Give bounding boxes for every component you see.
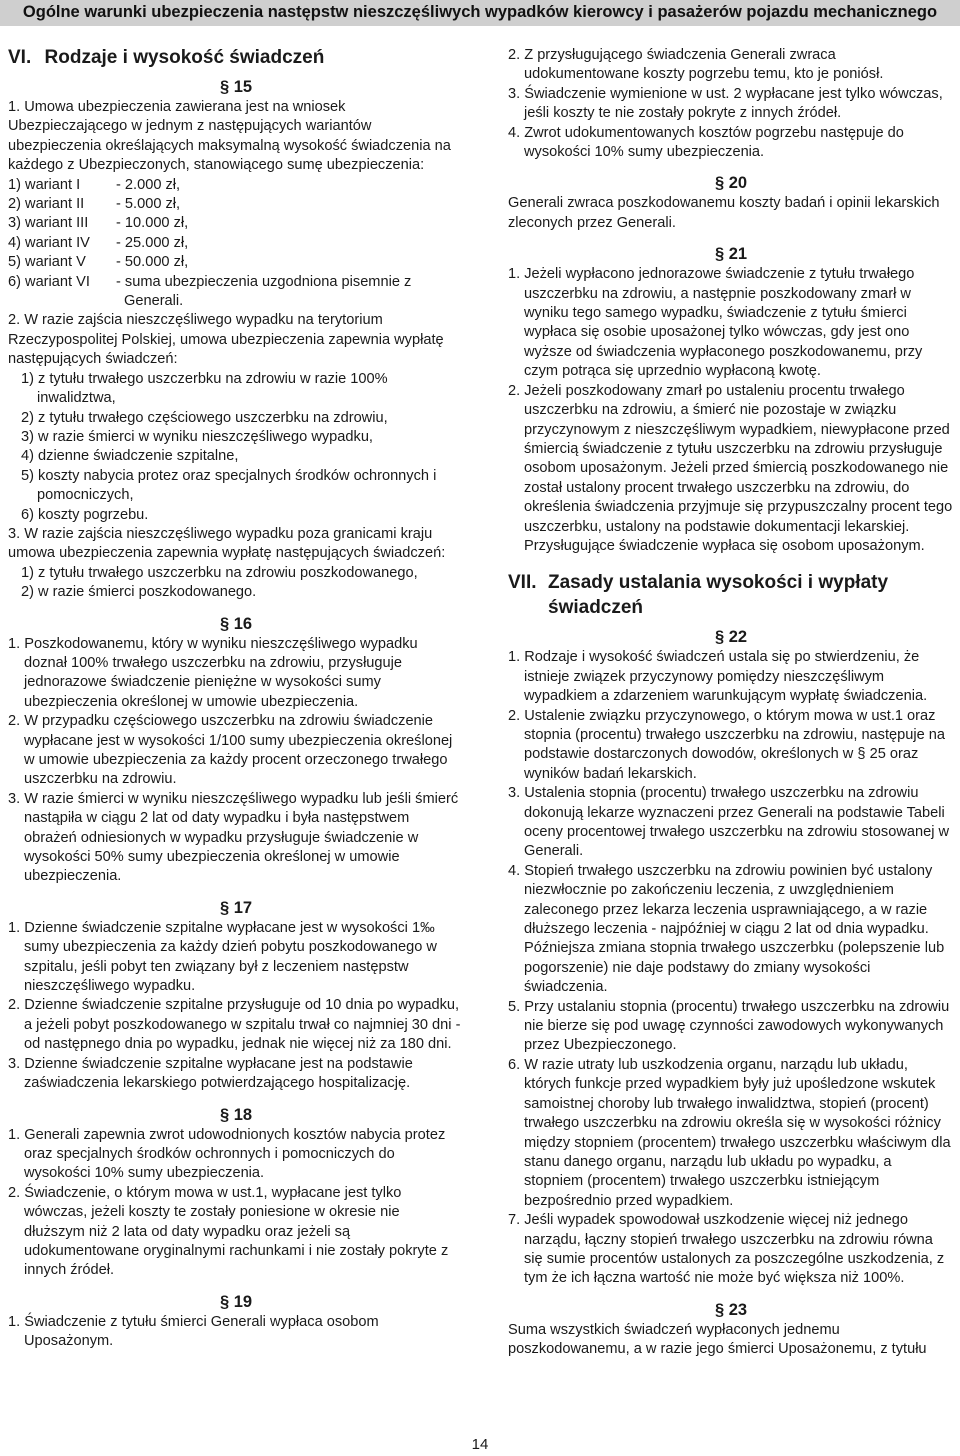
p17-item: 1. Dzienne świadczenie szpitalne wypłacane jest w wysokości 1‰ sumy ubezpieczenia za każdy dzień pobytu poszkodowanego w szpitalu, jeśli pobyt ten związany był z leczeniem następstw nieszczęśliwego wypadku. (8, 919, 437, 995)
p15-item-2-sub: 1) z tytułu trwałego uszczerbku na zdrowiu w razie 100% inwalidztwa, (21, 370, 388, 407)
p16-item: 1. Poszkodowanemu, który w wyniku nieszczęśliwego wypadku doznał 100% trwałego uszczerbku na zdrowiu, przysługuje jednorazowe świadczenie pieniężne w wysokości sumy ubezpieczenia określonej w umowie ubezpieczenia. (8, 635, 418, 710)
p15-item-1: 1. Umowa ubezpieczenia zawierana jest na wniosek Ubezpieczającego w jednym z następujących wariantów ubezpieczenia określających maksymalną wysokość świadczenia na każdego z Ubezpieczonych, stanowiącego sumę ubezpieczenia: (8, 99, 451, 174)
chapter-6-number: VI. (8, 47, 32, 68)
p15-item-3-sub: 2) w razie śmierci poszkodowanego. (21, 584, 257, 601)
variant-value: - 2.000 zł, (116, 176, 181, 193)
paragraph-22-number: § 22 (714, 628, 748, 647)
paragraph-18-number: § 18 (219, 1105, 253, 1124)
p17-item: 2. Dzienne świadczenie szpitalne przysługuje od 10 dnia po wypadku, a jeżeli pobyt poszkodowanego w szpitalu trwał co najmniej 30 dni - od następnego dnia po wypadku, jednak nie więcej niż za 180 dni. (8, 997, 461, 1053)
p23-text: Suma wszystkich świadczeń wypłaconych jednemu poszkodowanemu, a w razie jego śmierci Uposażonemu, z tytułu (508, 1321, 927, 1358)
variant-label: 6) wariant VI (8, 273, 90, 290)
p22-item: 1. Rodzaje i wysokość świadczeń ustala się po stwierdzeniu, że istnieje związek przyczynowy pomiędzy nieszczęśliwym wypadkiem a zdarzeniem warunkującym wypłatę świadczenia. (508, 649, 928, 705)
paragraph-21-number: § 21 (714, 245, 748, 264)
p15-item-2-sub: 6) koszty pogrzebu. (21, 506, 149, 523)
p15-item-2-sub: 4) dzienne świadczenie szpitalne, (21, 448, 239, 465)
variant-row (8, 214, 464, 233)
variant-value: - suma ubezpieczenia uzgodniona pisemnie z Generali. (116, 273, 412, 310)
variant-row (8, 273, 464, 312)
variant-label: 1) wariant I (8, 176, 81, 193)
p22-item: 7. Jeśli wypadek spowodował uszkodzenie więcej niż jednego narządu, łączny stopień trwałego uszczerbku na zdrowiu równa się sumie procentów ustalonych za poszczególne uszkodzenia, z tym że ich łączna wartość nie może być większa niż 100%. (508, 1212, 945, 1287)
variant-label: 2) wariant II (8, 196, 85, 213)
variant-row (8, 253, 464, 272)
variant-value: - 50.000 zł, (116, 254, 189, 271)
p22-item: 3. Ustalenia stopnia (procentu) trwałego uszczerbku na zdrowiu dokonują lekarze wyznaczeni przez Generali na podstawie Tabeli oceny procentowej trwałego uszczerbku na zdrowiu stosowanej w Generali. (508, 785, 950, 860)
paragraph-19-number: § 19 (219, 1292, 253, 1311)
chapter-6-heading (8, 46, 464, 70)
variant-value: - 25.000 zł, (116, 234, 189, 251)
header-title: Ogólne warunki ubezpieczenia następstw nieszczęśliwych wypadków kierowcy i pasażerów pojazdu mechanicznego (22, 3, 938, 21)
p22-item: 6. W razie utraty lub uszkodzenia organu, narządu lub układu, których funkcje przed wypadkiem były już upośledzone wskutek samoistnej choroby lub trwałego inwalidztwa, stopień (procent) trwałego uszczerbku na zdrowiu określa się w wysokości różnicy między stopniem (procentem) trwałego uszczerbku właściwym dla stanu danego organu, narządu lub układu po wypadku, a stopniem (procentem) trwałego uszczerbku istniejącym bezpośrednio przed wypadkiem. (508, 1056, 951, 1209)
p19-item: 3. Świadczenie wymienione w ust. 2 wypłacane jest tylko wówczas, jeśli koszty te nie zostały pokryte z innych źródeł. (508, 85, 943, 122)
page-number: 14 (471, 1436, 489, 1453)
variant-label: 3) wariant III (8, 215, 89, 232)
document-header (0, 0, 960, 26)
p18-item: 2. Świadczenie, o którym mowa w ust.1, wypłacane jest tylko wówczas, jeżeli koszty te zostały poniesione w okresie nie dłuższym niż 2 lata od daty wypadku oraz jeżeli są udokumentowane oryginalnymi rachunkami i nie zostały pokryte z innych źródeł. (8, 1184, 449, 1279)
right-column (508, 46, 954, 1360)
p19-item: 4. Zwrot udokumentowanych kosztów pogrzebu następuje do wysokości 10% sumy ubezpieczenia. (508, 124, 904, 161)
variant-label: 4) wariant IV (8, 234, 90, 251)
paragraph-16-number: § 16 (219, 614, 253, 633)
p18-item: 1. Generali zapewnia zwrot udowodnionych kosztów nabycia protez oraz specjalnych środków ochronnych i pomocniczych do wysokości 10% sumy ubezpieczenia. (8, 1126, 446, 1182)
p15-item-3: 3. W razie zajścia nieszczęśliwego wypadku poza granicami kraju umowa ubezpieczenia zapewnia wypłatę następujących świadczeń: (8, 525, 446, 562)
chapter-7-title: Zasady ustalania wysokości i wypłaty świadczeń (548, 572, 889, 619)
variant-value: - 10.000 zł, (116, 215, 189, 232)
p15-item-2-sub: 3) w razie śmierci w wyniku nieszczęśliwego wypadku, (21, 428, 373, 445)
p22-item: 5. Przy ustalaniu stopnia (procentu) trwałego uszczerbku na zdrowiu nie bierze się pod uwagę czynności zawodowych wykonywanych przez Ubezpieczonego. (508, 998, 950, 1054)
paragraph-15-number: § 15 (219, 78, 253, 96)
p21-item: 2. Jeżeli poszkodowany zmarł po ustaleniu procentu trwałego uszczerbku na zdrowiu, a śmierć nie pozostaje w związku przyczynowym z nieszczęśliwym wypadkiem, niewypłacone przed śmiercią świadczenie z tytułu uszczerbku na zdrowiu przysługuje osobom uposażonym. Jeżeli przed śmiercią poszkodowanego nie został ustalony procent trwałego uszczerbku na zdrowiu, do określenia świadczenia przyjmuje się przypuszczalny procent tego uszczerbku, ustalony na podstawie dokumentacji lekarskiej. Przysługujące świadczenie wypłaca się osobom uposażonym. (508, 382, 953, 554)
variant-row (8, 176, 464, 195)
p16-item: 2. W przypadku częściowego uszczerbku na zdrowiu świadczenie wypłacane jest w wysokości 1/100 sumy ubezpieczenia określonej w umowie ubezpieczenia za każdy procent orzeczonego trwałego uszczerbku na zdrowiu. (8, 713, 453, 788)
left-column (8, 46, 464, 1352)
p19-item: 2. Z przysługującego świadczenia Generali zwraca udokumentowane koszty pogrzebu temu, kto je poniósł. (508, 47, 884, 83)
variant-value: - 5.000 zł, (116, 196, 181, 213)
variant-row (8, 195, 464, 214)
chapter-7-heading (508, 570, 954, 620)
p15-item-2-sub: 2) z tytułu trwałego częściowego uszczerbku na zdrowiu, (21, 409, 388, 426)
paragraph-23-number: § 23 (714, 1300, 748, 1319)
p22-item: 4. Stopień trwałego uszczerbku na zdrowiu powinien być ustalony niezwłocznie po zakończeniu leczenia, z uwzględnieniem zaleconego przez lekarza leczenia usprawniającego, a w razie dłuższego leczenia - najpóźniej w ciągu 2 lat od dnia wypadku. Późniejsza zmiana stopnia trwałego uszczerbku (polepszenie lub pogorszenie) nie daje podstawy do zmiany wysokości świadczenia. (508, 862, 945, 996)
p15-item-3-sub: 1) z tytułu trwałego uszczerbku na zdrowiu poszkodowanego, (21, 564, 418, 581)
p19-item: 1. Świadczenie z tytułu śmierci Generali wypłaca osobom Uposażonym. (8, 1313, 379, 1350)
chapter-6-title: Rodzaje i wysokość świadczeń (44, 47, 325, 68)
p15-item-2-sub: 5) koszty nabycia protez oraz specjalnych środków ochronnych i pomocniczych, (21, 467, 437, 504)
chapter-7-number: VII. (508, 572, 537, 594)
p20-text: Generali zwraca poszkodowanemu koszty badań i opinii lekarskich zleconych przez Generali. (508, 195, 940, 231)
variant-row (8, 234, 464, 253)
p22-item: 2. Ustalenie związku przyczynowego, o którym mowa w ust.1 oraz stopnia (procentu) trwałego uszczerbku na zdrowiu, następuje na podstawie dostarczonych dowodów, określonych w § 25 oraz wyników badań lekarskich. (508, 707, 946, 782)
p21-item: 1. Jeżeli wypłacono jednorazowe świadczenie z tytułu trwałego uszczerbku na zdrowiu, a następnie poszkodowany zmarł w wyniku tego samego wypadku, świadczenie z tytułu śmierci wypłaca się osobie uposażonej tylko wówczas, gdy jest ono wyższe od świadczenia wypłaconego poszkodowanemu, przy czym potrąca się uprzednio wypłaconą kwotę. (508, 266, 923, 380)
p15-item-2: 2. W razie zajścia nieszczęśliwego wypadku na terytorium Rzeczypospolitej Polskiej, umowa ubezpieczenia zapewnia wypłatę następujących świadczeń: (8, 312, 444, 368)
variant-label: 5) wariant V (8, 254, 86, 271)
p17-item: 3. Dzienne świadczenie szpitalne wypłacane jest na podstawie zaświadczenia lekarskiego potwierdzającego hospitalizację. (8, 1055, 413, 1092)
paragraph-20-number: § 20 (714, 174, 748, 193)
p16-item: 3. W razie śmierci w wyniku nieszczęśliwego wypadku lub jeśli śmierć nastąpiła w ciągu 2 lat od daty wypadku i była następstwem obrażeń odniesionych w wypadku przysługuje świadczenie w wysokości 50% sumy ubezpieczenia określonej w umowie ubezpieczenia. (8, 790, 459, 885)
variant-list (8, 176, 464, 312)
paragraph-17-number: § 17 (219, 898, 253, 917)
